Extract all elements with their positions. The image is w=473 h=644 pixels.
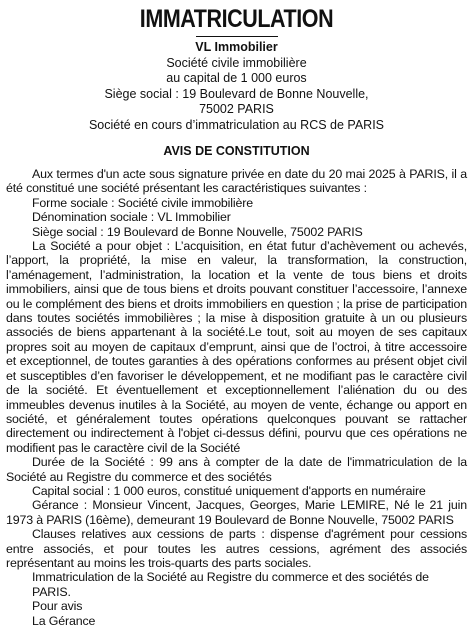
notice-signature: La Gérance <box>32 613 96 628</box>
company-status: Société en cours d’immatriculation au RCS de PARIS <box>88 117 385 132</box>
header-divider <box>196 36 278 37</box>
notice-denomination: Dénomination sociale : VL Immobilier <box>32 210 231 225</box>
notice-capital: Capital social : 1 000 euros, constitué uniquement d'apports en numéraire <box>32 483 426 498</box>
company-form: Société civile immobilière <box>166 55 307 70</box>
notice-title: AVIS DE CONSTITUTION <box>163 144 310 158</box>
notice-intro: Aux termes d'un acte sous signature privée en date du 20 mai 2025 à PARIS, il a été constitué une société présentant les caractéristiques suivantes : <box>6 167 467 196</box>
company-seat-line2: 75002 PARIS <box>199 102 274 116</box>
notice-gerance: Gérance : Monsieur Vincent, Jacques, Georges, Marie LEMIRE, Né le 21 juin 1973 à PARIS (16ème), demeurant 19 Boulevard de Bonne Nouvelle, 75002 PARIS <box>6 498 467 527</box>
notice-body <box>6 167 467 628</box>
notice-immatriculation: Immatriculation de la Société au Registre du commerce et des sociétés de PARIS. <box>32 570 429 599</box>
notice-pour-avis: Pour avis <box>32 599 83 614</box>
notice-siege: Siège social : 19 Boulevard de Bonne Nouvelle, 75002 PARIS <box>32 224 363 239</box>
company-block <box>6 40 467 133</box>
company-capital: au capital de 1 000 euros <box>166 71 307 85</box>
company-seat-line1: Siège social : 19 Boulevard de Bonne Nouvelle, <box>104 86 369 101</box>
notice-clauses: Clauses relatives aux cessions de parts : dispense d'agrément pour cessions entre associés, et pour toutes les autres cessions, agrément des associés représentant au moins les trois-quarts des parts sociales. <box>6 527 467 570</box>
notice-forme-sociale: Forme sociale : Société civile immobilière <box>32 195 253 210</box>
notice-duree: Durée de la Société : 99 ans à compter de la date de l'immatriculation de la Société au Registre du commerce et des sociétés <box>6 455 467 484</box>
company-name: VL Immobilier <box>195 40 278 54</box>
notice-objet: La Société a pour objet : L’acquisition, en état futur d’achèvement ou achevés, l’apport, la propriété, la mise en valeur, la transformation, la construction, l’aménagement, l’administration, la location et la vente de tous biens et droits immobiliers, ainsi que de tous biens et droits pouvant constituer l’accessoire, l’annexe ou le complément des biens et droits immobiliers en question ; la prise de participation dans toutes sociétés immobilières ; la mise à disposition gratuite à un ou plusieurs associés de biens appartenant à la société.Le tout, soit au moyen de ses capitaux propres soit au moyen de capitaux d’emprunt, ainsi que de l’octroi, à titre accessoire et exceptionnel, de toutes garanties à des opérations conformes au présent objet civil et susceptibles d’en favoriser le développement, et ne modifiant pas le caractère civil de la société. Et éventuellement et exceptionnellement l’aliénation du ou des immeubles devenus inutiles à la Société, au moyen de vente, échange ou apport en société, et généralement toutes opérations quelconques pouvant se rattacher directement ou indirectement à l'objet ci-dessus défini, pourvu que ces opérations ne modifient pas le caractère civil de la Société <box>6 239 467 455</box>
header-title: IMMATRICULATION <box>139 5 334 33</box>
